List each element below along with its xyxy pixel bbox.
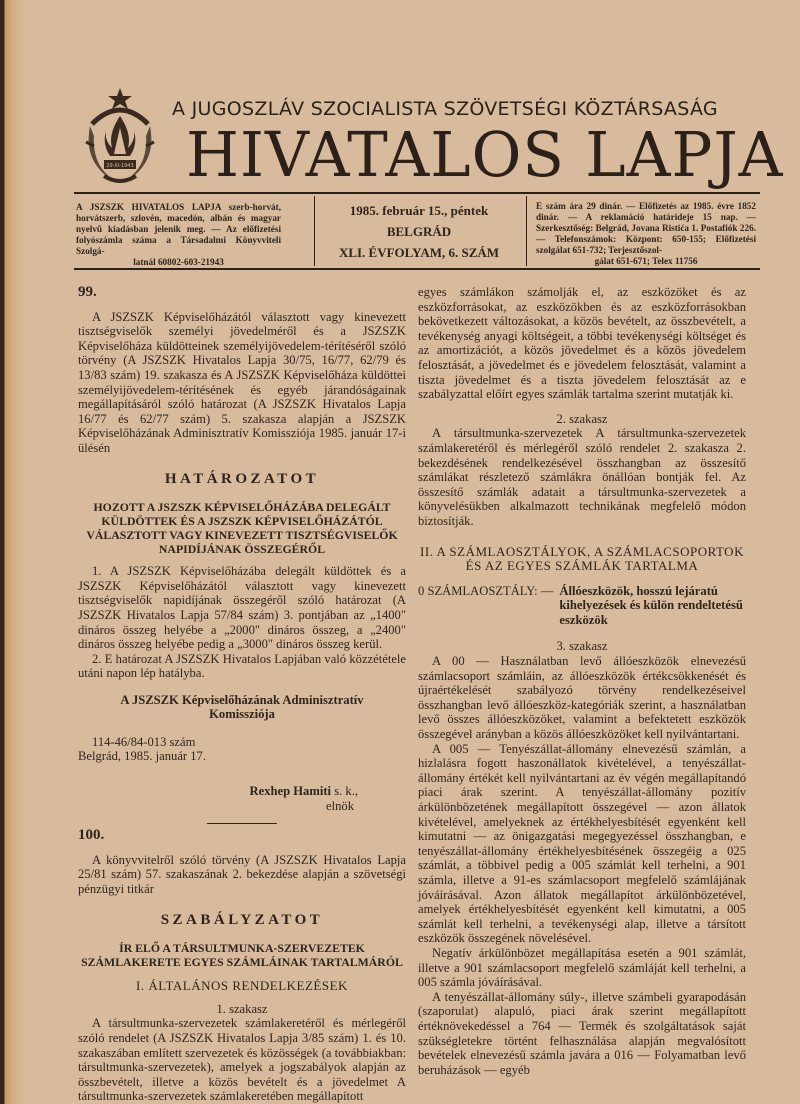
doc-type-99: HATÁROZATOT [164,470,320,487]
decision-para-2: 2. E határozat A JSZSZK Hivatalos Lapjában való közzététele utáni napon lép hatályba. [78,651,406,681]
rules-para-1: A társultmunka-szervezetek számlakeretéről és mérlegéről szóló rendelet (A JSZSZK Hivatalos Lapja 3/85 szám) 1. és 10. szakaszában említett szervezetek és közösségek (a továbbiakban: társultmunka-szervezetek), amelyek a jogszabályok alapján az összbevételt, illetve a közös bevételt és a jövedelmet A társultmunka-szervezetek számlakeretében megállapított [78,1016,406,1104]
publication-title: HIVATALOS LAPJA [186,118,784,191]
info-divider-1 [314,196,315,266]
section-2-title-line-1: II. A SZÁMLAOSZTÁLYOK, A SZÁMLACSOPORTOK [420,543,744,559]
szakasz-3-para-4: A tenyészállat-állomány súly-, illetve számbeli gyarapodásán (szaporulat) alapuló, piaci árak szerint megállapított értéknövekedéssel a 764 — Termék és szolgáltatások saját szükségletekre történt felhasználása alapján megvalósított bevételek elnevezésű számla javára a 016 — Folyamatban levő beruházások — egyéb [418,989,746,1077]
szakasz-2-para: A társultmunka-szervezetek A társultmunka-szervezetek számlakeretéről és mérlegéről szóló rendelet 2. szakasza 2. bekezdésének rendelkezésével összhangban az összesítő számlákat részletező számlákra önállóan bontják fel. Az összesítő számlák adatait a társultmunka-szervezetek a könyvelésükben alkalmazott technikának megfelelő módon biztosítják. [418,426,746,528]
account-number: latnál 60802-603-21943 [133,257,224,267]
subscription-info-text: E szám ára 29 dinár. — Előfizetés az 1985. évre 1852 dinár. — A reklamáció határideje 15 nap. — Szerkesztőség: Belgrád, Jovana Ristića 1. Postafiók 226. — Telefonszámok: Központ: 650-155; Előfizetési szolgálat 651-732; Terjesztőszol- [536,201,756,255]
issue-city: BELGRÁD [386,224,452,239]
country-name: A JUGOSZLÁV SZOCIALISTA SZÖVETSÉGI KÖZTÁRSASÁG [172,98,718,120]
decision-para-1: 1. A JSZSZK Képviselőházába delegált küldöttek és a JSZSZK Képviselőházától választott vagy kinevezett tisztségviselők napidíjának összegéről szóló határozat (A JSZSZK Hivatalos Lapja 57/84 szám) 3. pontjában az „1400" dináros összeg helyébe a „2000" dináros összeg, a „2400" dináros összeg helyébe pedig a „3000" dináros összeg kerül. [78,564,406,652]
issue-info [316,200,522,263]
issuer-line-1: A JSZSZK Képviselőházának Adminisztratív [120,692,364,707]
account-class-description: Állóeszközök, hosszú lejáratú kihelyezések és külön rendeltetésű eszközök [559,583,743,627]
right-column [418,285,746,1077]
issue-volume: XLI. ÉVFOLYAM, 6. SZÁM [338,245,500,260]
continued-paragraph: egyes számlákon számolják el, az eszközöket és az eszközforrásokat, az eszközökben és az eszközforrásokban bekövetkezett változásokat, a közös bevételt, az összbevételt, a tevékenység anyagi költségeit, a többi tevékenységi költséget és az amortizációt, a közös jövedelmet és a közös jövedelem felosztását, a jövedelmet és e jövedelem felosztását, valamint a tiszta jövedelmet és a tiszta jövedelem felosztását az e szabályzattal előírt egyes számlák tartalma szerint mutatják ki. [418,285,746,402]
info-divider-2 [526,196,527,266]
szakasz-1: 1. szakasz [216,1001,268,1016]
publication-info [76,202,281,268]
szakasz-3-para-1: A 00 — Használatban levő állóeszközök elnevezésű számlacsoport számláin, az állóeszközök értékcsökkenését és újraértékelését szabályozó törvény rendelkezéseivel összhangban levő állóeszköz-kategóriák szerint, a használatban levő összes állóeszközöket, valamint a befektetett eszközök összegével arányban a közös állóeszközöket kell nyilvántartani. [418,654,746,742]
signer-name: Rexhep Hamiti [249,784,332,799]
signer-title: elnök [326,798,354,813]
doc-type-100: SZABÁLYZATOT [160,911,324,928]
rules-heading: ÍR ELŐ A TÁRSULTMUNKA-SZERVEZETEK SZÁMLAKERETE EGYES SZÁMLÁINAK TARTALMÁRÓL [81,941,403,970]
issuer-line-2: Komissziója [209,706,275,721]
reference-number: 114-46/84-013 szám [92,734,196,749]
subscription-info [536,201,756,267]
issuer-block [78,693,406,721]
account-class-label: 0 SZÁMLAOSZTÁLY: — [418,583,554,598]
szakasz-3-para-3: Negatív árkülönbözet megállapítása esetén a 901 számlát, illetve a 901 számlacsoport megfelelő számláját kell terhelni, a 005 számla jóváírásával. [418,945,746,990]
preamble-99: A JSZSZK Képviselőházától választott vagy kinevezett tisztségviselők személyi jövedelméről és a JSZSZK Képviselőháza küldötteinek személyijövedelem-térítéséről szóló törvény (A JSZSZK Hivatalos Lapja 30/75, 16/77, 62/79 és 13/83 szám) 19. szakasza és A JSZSZK Képviselőháza küldöttei személyijövedelem-térítésének és egyéb járandóságainak megállapításáról szóló határozat (A JSZSZK Hivatalos Lapja 16/77 és 62/77 szám) 5. szakasza alapján a JSZSZK Képviselőházának Adminisztratív Komissziója 1985. január 17-i ülésén [78,309,406,455]
separator-rule [207,823,277,824]
account-class-0 [418,584,746,628]
section-2-title-line-2: ÉS AZ EGYES SZÁMLÁK TARTALMA [465,558,699,574]
state-emblem-icon [74,86,166,188]
publication-info-text: A JSZSZK HIVATALOS LAPJA szerb-horvát, horvátszerb, szlovén, macedón, albán és magyar nyelvű kiadásban jelenik meg. — Az előfizetési folyószámla száma a Társadalmi Könyvviteli Szolgá- [76,202,281,256]
masthead-rule-top [74,192,760,194]
masthead-rule-bottom [74,268,760,270]
item-number-100: 100. [78,827,105,844]
signer [78,784,358,799]
szakasz-3: 3. szakasz [556,639,608,654]
decision-heading: HOZOTT A JSZSZK KÉPVISELŐHÁZÁBA DELEGÁLT KÜLDÖTTEK ÉS A JSZSZK KÉPVISELŐHÁZÁTÓL VÁLASZTOTT VAGY KINEVEZETT TISZTSÉGVISELŐK NAPIDÍJÁNAK ÖSSZEGÉRŐL [86,500,398,557]
preamble-100: A könyvvitelről szóló törvény (A JSZSZK Hivatalos Lapja 25/81 szám) 57. szakaszának 2. bekezdése alapján a szövetségi pénzügyi titkár [78,852,406,897]
telex-info: gálat 651-671; Telex 11756 [594,256,698,266]
emblem-date: 29-XI-1943 [106,163,134,169]
issue-date: 1985. február 15., péntek [349,203,489,218]
left-column [78,285,406,1104]
szakasz-2: 2. szakasz [556,411,608,426]
signer-suffix: s. k., [334,784,358,799]
reference-place-date: Belgrád, 1985. január 17. [78,749,207,764]
szakasz-3-para-2: A 005 — Tenyészállat-állomány elnevezésű számlán, a hizlalásra fogott haszonállatok kivételével, a tenyészállat-állomány értékét kell nyilvántartani az év végén megállapítandó piaci árak szerint. A tenyészállat-állomány pozitív árkülönbözetének megállapított összegével — azon állatok kivételével, amelyeknek az értékhelyesbítését egyenként kell kimutatni — az önigazgatási megegyezéssel összhangban, e tenyészállat-állomány értékhelyesbítésének összegéig a 025 számlát, a többivel pedig a 005 számlát kell terhelni, a 901 számla, illetve a 91-es számlacsoport megfelelő számlájának jóváírásával. Azon állatok megállapítot árkülönbözetével, amelyek értékhelyesbítését egyenként kell kimutatni, a 005 számlát kell terhelni, a tevékenységi alap, illetve a társított eszközök összegének növelésével. [418,741,746,946]
section-1-title: I. ÁLTALÁNOS RENDELKEZÉSEK [136,978,348,994]
item-number-99: 99. [78,284,97,300]
